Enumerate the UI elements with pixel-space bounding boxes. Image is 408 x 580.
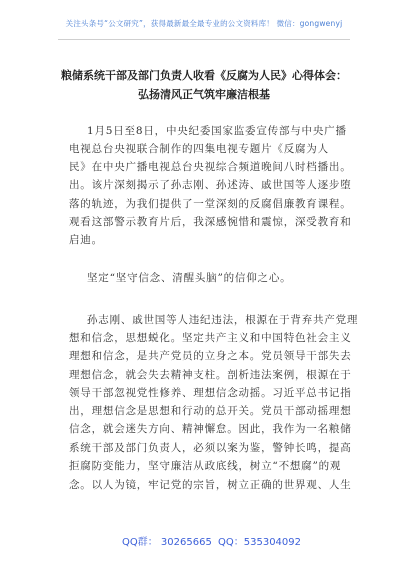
header-banner: 关注头条号“公文研究”，获得最新最全最专业的公文资料库！ 微信：gongwenyj — [65, 19, 343, 28]
body-line: 出，理想信念是思想和行动的总开关。党员干部动摇理想 — [69, 405, 352, 417]
body-line: 出。该片深刻揭示了孙志刚、孙述涛、戚世国等人逐步堕 — [69, 179, 352, 191]
body-line: 启迪。 — [69, 234, 103, 246]
body-line: 坚定“坚守信念、清醒头脑”的信仰之心。 — [87, 272, 292, 284]
header-divider — [58, 39, 350, 40]
body-line: 信念，就会迷失方向、精神懈怠。因此，我作为一名粮储 — [69, 423, 352, 435]
body-line: 拒腐防变能力，坚守廉洁从政底线，树立“不想腐”的观 — [69, 460, 342, 472]
body-line: 想和信念，思想蜕化。坚定共产主义和中国特色社会主义 — [69, 332, 352, 344]
body-line: 落的轨迹，为我们提供了一堂深刻的反腐倡廉教育课程。 — [69, 198, 352, 210]
document-title-line1: 粮储系统干部及部门负责人收看《反腐为人民》心得体会： — [61, 69, 347, 82]
body-line: 念。以人为镜，牢记党的宗旨，树立正确的世界观、人生 — [69, 479, 352, 491]
body-line: 领导干部忽视党性修养、理想信念动摇。习近平总书记指 — [69, 387, 352, 399]
footer-qq-group: QQ群： 30265665 — [122, 537, 212, 548]
body-line: 电视总台央视联合制作的四集电视专题片《反腐为人 — [69, 143, 329, 155]
body-line: 理想信念，就会失去精神支柱。剖析违法案例，根源在于 — [69, 369, 352, 381]
footer-qq-contact: QQ：535304092 — [218, 537, 302, 548]
document-title-line2: 弘扬清风正气筑牢廉洁根基 — [138, 88, 270, 101]
body-line: 1月5日至8日，中央纪委国家监委宣传部与中央广播 — [87, 125, 347, 137]
body-line: 孙志刚、戚世国等人违纪违法，根源在于背弃共产党理 — [87, 314, 359, 326]
body-line: 民》在中央广播电视总台央视综合频道晚间八时档播出。 — [69, 161, 352, 173]
body-line: 理想和信念，是共产党员的立身之本。党员领导干部失去 — [69, 350, 352, 362]
body-line: 系统干部及部门负责人，必须以案为鉴，警钟长鸣，提高 — [69, 442, 352, 454]
body-line: 观看这部警示教育片后，我深感惋惜和震惊，深受教育和 — [69, 216, 352, 228]
